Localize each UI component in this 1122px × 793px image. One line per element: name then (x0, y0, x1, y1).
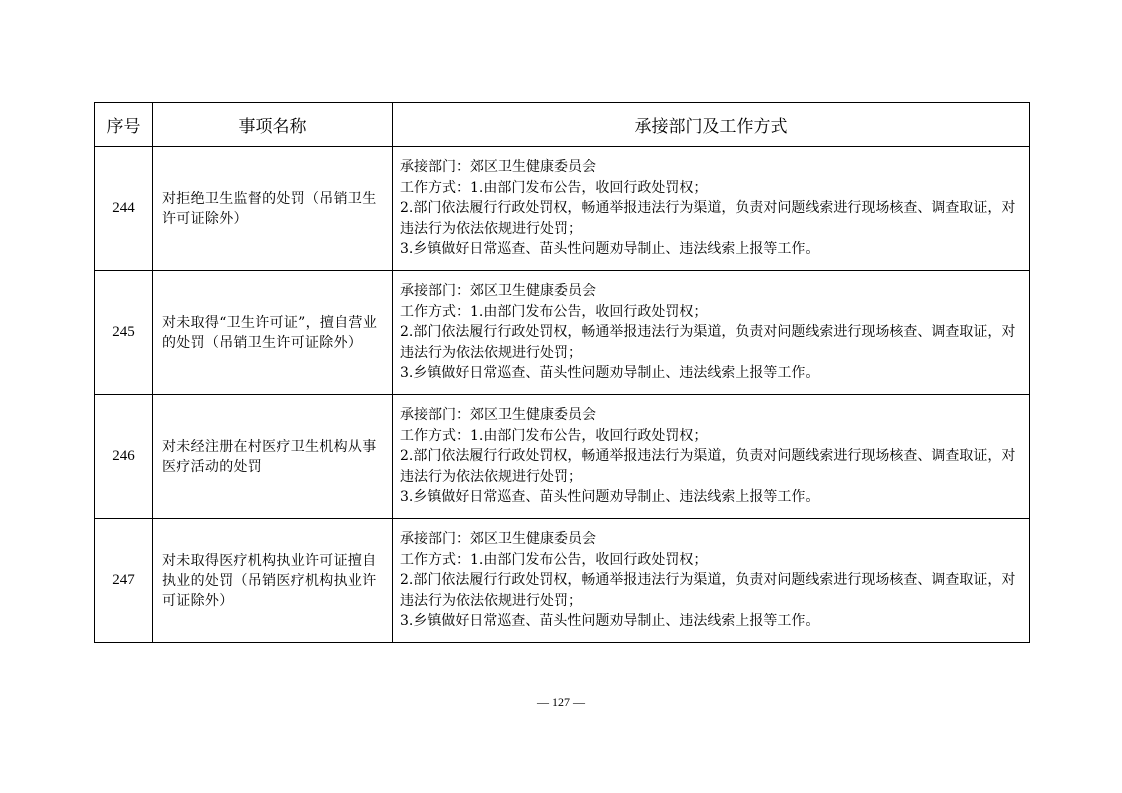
table-row (95, 271, 1030, 395)
row-dept (393, 519, 1030, 643)
header-seq: 序号 (95, 103, 153, 147)
row-seq: 245 (95, 271, 153, 395)
dept-line: 2.部门依法履行行政处罚权，畅通举报违法行为渠道，负责对问题线索进行现场核查、调查取证，对违法行为依法依规进行处罚； (400, 448, 1016, 485)
table-row (95, 147, 1030, 271)
row-seq: 247 (95, 519, 153, 643)
dept-line: 3.乡镇做好日常巡查、苗头性问题劝导制止、违法线索上报等工作。 (400, 365, 820, 382)
row-name: 对未取得医疗机构执业许可证擅自执业的处罚（吊销医疗机构执业许可证除外） (153, 519, 393, 643)
row-seq: 246 (95, 395, 153, 519)
row-name: 对拒绝卫生监督的处罚（吊销卫生许可证除外） (153, 147, 393, 271)
dept-line: 工作方式：1.由部门发布公告，收回行政处罚权； (400, 427, 708, 444)
dept-line: 3.乡镇做好日常巡查、苗头性问题劝导制止、违法线索上报等工作。 (400, 241, 820, 258)
dept-line: 2.部门依法履行行政处罚权，畅通举报违法行为渠道，负责对问题线索进行现场核查、调查取证，对违法行为依法依规进行处罚； (400, 200, 1016, 237)
table-header-row (95, 103, 1030, 147)
dept-line: 承接部门：郊区卫生健康委员会 (400, 159, 596, 176)
matters-table (94, 102, 1030, 643)
dept-line: 3.乡镇做好日常巡查、苗头性问题劝导制止、违法线索上报等工作。 (400, 489, 820, 506)
dept-line: 工作方式：1.由部门发布公告，收回行政处罚权； (400, 551, 708, 568)
dept-line: 承接部门：郊区卫生健康委员会 (400, 283, 596, 300)
row-name: 对未经注册在村医疗卫生机构从事医疗活动的处罚 (153, 395, 393, 519)
page-number: — 127 — (537, 695, 585, 709)
dept-line: 2.部门依法履行行政处罚权，畅通举报违法行为渠道，负责对问题线索进行现场核查、调查取证，对违法行为依法依规进行处罚； (400, 324, 1016, 361)
table-row (95, 519, 1030, 643)
row-dept (393, 147, 1030, 271)
table-row (95, 395, 1030, 519)
dept-line: 工作方式：1.由部门发布公告，收回行政处罚权； (400, 179, 708, 196)
header-name: 事项名称 (153, 103, 393, 147)
row-name: 对未取得“卫生许可证”，擅自营业的处罚（吊销卫生许可证除外） (153, 271, 393, 395)
dept-line: 2.部门依法履行行政处罚权，畅通举报违法行为渠道，负责对问题线索进行现场核查、调查取证，对违法行为依法依规进行处罚； (400, 572, 1016, 609)
dept-line: 承接部门：郊区卫生健康委员会 (400, 531, 596, 548)
dept-line: 承接部门：郊区卫生健康委员会 (400, 407, 596, 424)
dept-line: 工作方式：1.由部门发布公告，收回行政处罚权； (400, 303, 708, 320)
row-dept (393, 271, 1030, 395)
dept-line: 3.乡镇做好日常巡查、苗头性问题劝导制止、违法线索上报等工作。 (400, 613, 820, 630)
header-dept: 承接部门及工作方式 (393, 103, 1030, 147)
row-dept (393, 395, 1030, 519)
row-seq: 244 (95, 147, 153, 271)
